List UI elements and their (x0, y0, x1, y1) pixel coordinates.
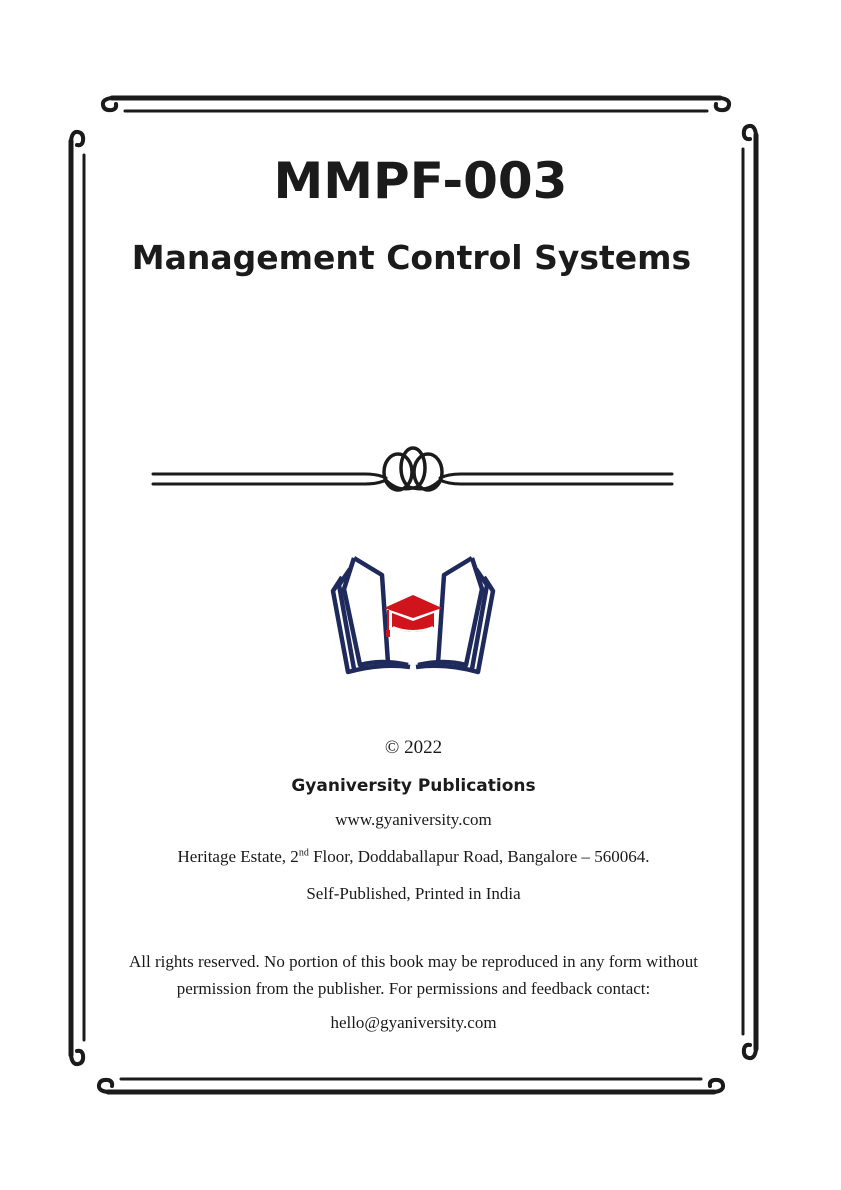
address-prefix: Heritage Estate, 2 (177, 847, 299, 866)
publisher-name: Gyaniversity Publications (291, 776, 536, 796)
rights-statement (0, 948, 827, 1002)
address-ordinal: nd (298, 847, 309, 859)
printed-note: Self-Published, Printed in India (306, 884, 521, 903)
address-suffix: Floor, Doddaballapur Road, Bangalore – 560064. (308, 847, 650, 866)
course-code-title: MMPF-003 (273, 152, 568, 210)
course-title: Management Control Systems (131, 238, 692, 277)
contact-email[interactable]: hello@gyaniversity.com (330, 1013, 497, 1032)
publisher-address (0, 847, 827, 867)
rights-line-1: All rights reserved. No portion of this book may be reproduced in any form without (129, 952, 698, 971)
open-book-graduation-cap-icon (330, 555, 496, 677)
copyright-notice: © 2022 (384, 737, 443, 758)
rights-line-2: permission from the publisher. For permissions and feedback contact: (176, 979, 651, 998)
graduation-cap-icon (384, 595, 442, 637)
publisher-website[interactable]: www.gyaniversity.com (335, 810, 492, 829)
ornamental-divider (150, 444, 676, 496)
